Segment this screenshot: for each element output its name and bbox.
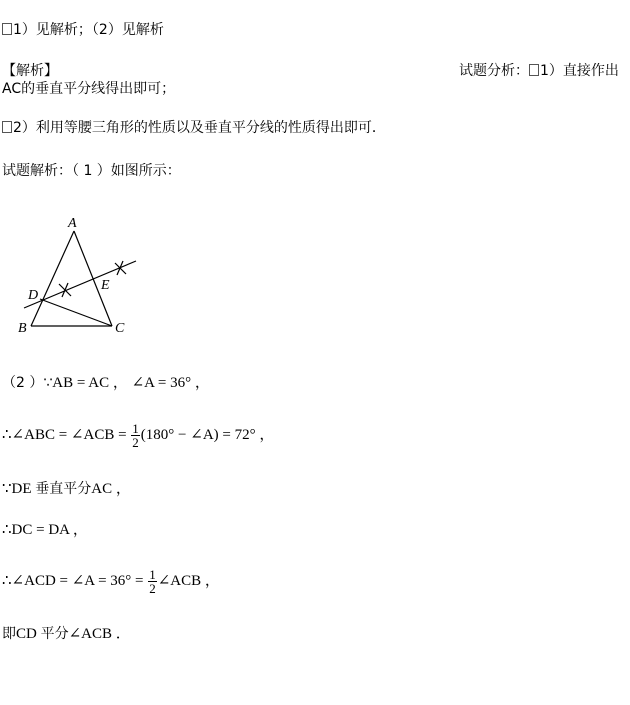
- missing-glyph-box: [529, 64, 539, 76]
- missing-glyph-box: [2, 23, 12, 35]
- step6-prefix: 即: [2, 626, 16, 642]
- missing-glyph-box: [2, 121, 12, 133]
- step5-suffix: ∠ACB ，: [157, 573, 220, 589]
- fraction-denominator: 2: [149, 580, 156, 596]
- step6-suffix: ∠ACB ．: [68, 626, 131, 642]
- label-E: E: [101, 278, 110, 293]
- analysis-step1: 1）直接作出: [540, 63, 619, 79]
- step6-mid: CD: [16, 626, 41, 642]
- label-D: D: [28, 288, 39, 303]
- analysis-step2: 2）利用等腰三角形的性质以及垂直平分线的性质得出即可．: [13, 120, 386, 136]
- step1-math: AB = AC ， ∠A = 36° ，: [52, 375, 210, 391]
- analysis-right: [459, 62, 619, 80]
- proof-step-5: [2, 566, 220, 596]
- label-A: A: [68, 216, 77, 231]
- answer-text: 1）见解析；（2）见解析: [13, 22, 164, 38]
- segment-DC: [40, 299, 112, 326]
- fraction-half: [131, 422, 140, 449]
- triangle-figure: [0, 205, 160, 345]
- analysis-label: 试题分析：: [459, 63, 529, 79]
- step5-prefix: ∴∠ACD = ∠A = 36° =: [2, 573, 148, 589]
- fraction-numerator: 1: [132, 420, 139, 436]
- proof-step-6: [2, 625, 131, 643]
- analysis-header: 【解析】: [2, 63, 58, 79]
- label-C: C: [115, 321, 125, 336]
- step6-cjk: 平分: [40, 626, 69, 642]
- fraction-numerator: 1: [149, 566, 156, 582]
- label-B: B: [18, 321, 27, 336]
- answer-line: [2, 21, 164, 39]
- solution-intro: 试题解析：（ 1 ）如图所示：: [2, 163, 181, 179]
- perpendicular-bisector-line: [24, 261, 136, 308]
- step3-prefix: ∵DE: [2, 481, 36, 497]
- step3-cjk: 垂直平分: [35, 481, 92, 497]
- analysis-line3: [2, 119, 386, 137]
- proof-step-1: [2, 374, 210, 392]
- proof-step-2: [2, 420, 274, 450]
- step3-suffix: AC ，: [91, 481, 131, 497]
- proof-step-4: ∴DC = DA ，: [2, 522, 88, 538]
- step2-prefix: ∴∠ABC = ∠ACB =: [2, 427, 131, 443]
- step1-prefix: （2 ）∵: [2, 375, 53, 391]
- fraction-denominator: 2: [132, 434, 139, 450]
- side-AB: [31, 231, 74, 326]
- analysis-line2: AC的垂直平分线得出即可；: [2, 81, 176, 97]
- proof-step-3: [2, 480, 131, 498]
- fraction-half: [148, 568, 157, 595]
- step2-suffix: (180° − ∠A) = 72° ，: [140, 427, 275, 443]
